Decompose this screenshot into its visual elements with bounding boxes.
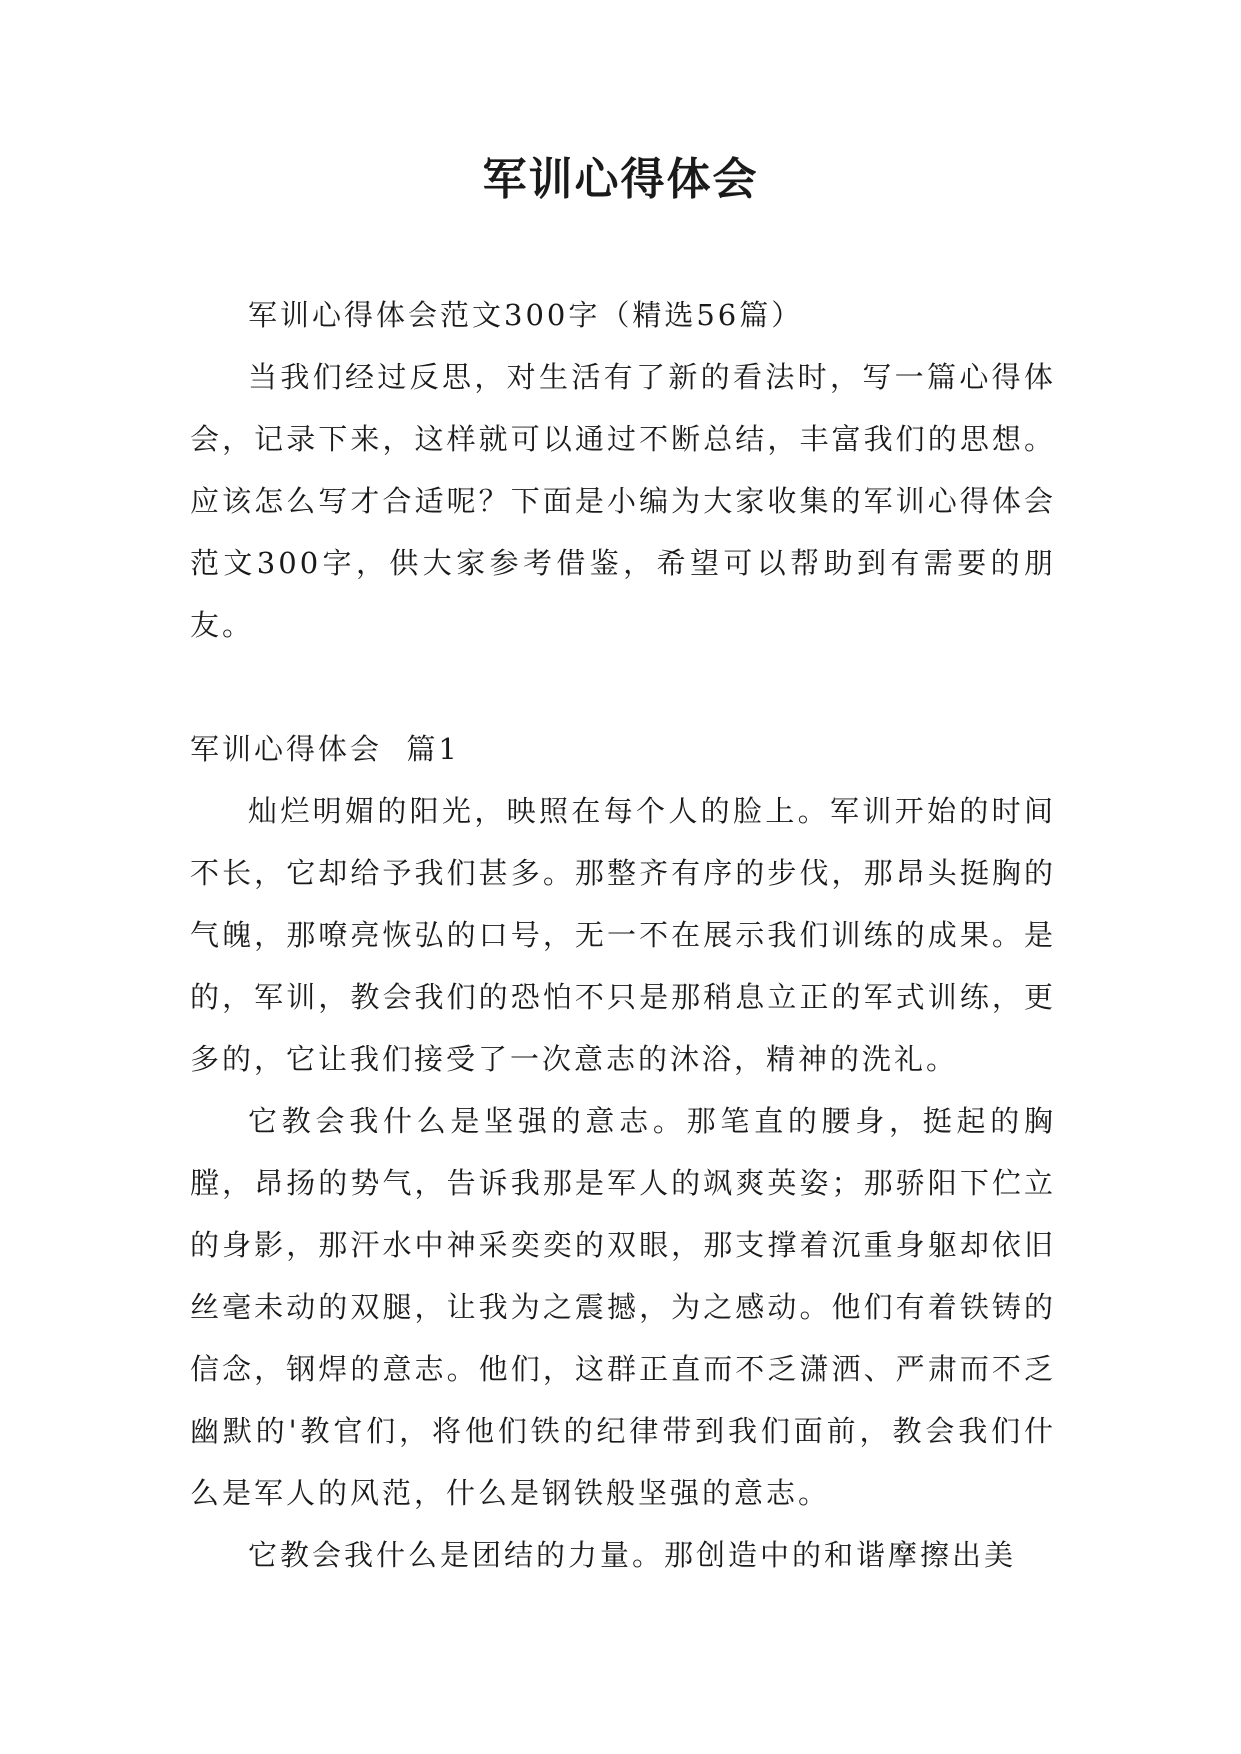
document-title: 军训心得体会: [482, 154, 759, 205]
body-paragraph-2: 它教会我什么是坚强的意志。那笔直的腰身，挺起的胸膛，昂扬的势气，告诉我那是军人的飒爽英姿；那骄阳下伫立的身影，那汗水中神采奕奕的双眼，那支撑着沉重身躯却依旧丝毫未动的双腿，让我为之震撼，为之感动。他们有着铁铸的信念，钢焊的意志。他们，这群正直而不乏潇洒、严肃而不乏幽默的'教官们，将他们铁的纪律带到我们面前，教会我们什么是军人的风范，什么是钢铁般坚强的意志。: [190, 1104, 1056, 1510]
intro-paragraph: 当我们经过反思，对生活有了新的看法时，写一篇心得体会，记录下来，这样就可以通过不断总结，丰富我们的思想。应该怎么写才合适呢？下面是小编为大家收集的军训心得体会范文300字，供大家参考借鉴，希望可以帮助到有需要的朋友。: [190, 360, 1056, 642]
document-subtitle: 军训心得体会范文300字（精选56篇）: [248, 298, 804, 332]
section-gap: [190, 656, 1056, 718]
document-body: [190, 284, 1056, 1586]
body-paragraph-3: 它教会我什么是团结的力量。那创造中的和谐摩擦出美: [248, 1538, 1017, 1572]
body-paragraph-1: 灿烂明媚的阳光，映照在每个人的脸上。军训开始的时间不长，它却给予我们甚多。那整齐有序的步伐，那昂头挺胸的气魄，那嘹亮恢弘的口号，无一不在展示我们训练的成果。是的，军训，教会我们的恐怕不只是那稍息立正的军式训练，更多的，它让我们接受了一次意志的沐浴，精神的洗礼。: [190, 794, 1056, 1076]
section-heading: 军训心得体会 篇1: [190, 732, 460, 766]
